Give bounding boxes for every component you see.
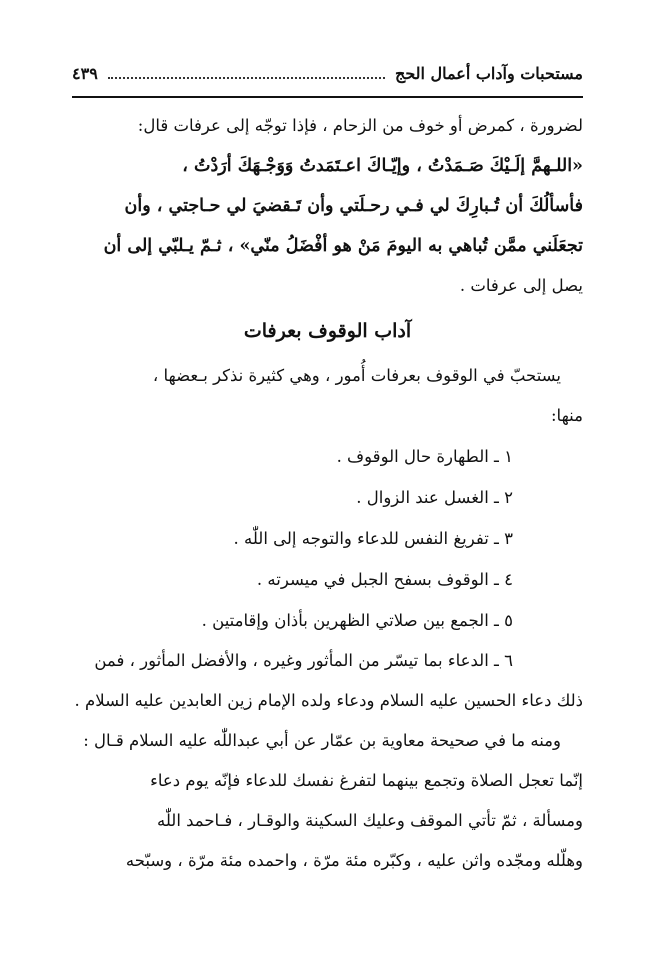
dua-line: تجعَلَني ممَّن تُباهي به اليومَ مَنْ هو أفْضَلُ منّي» ، ثـمّ يـلبّي إلى أن bbox=[103, 236, 583, 256]
header-rule bbox=[72, 96, 583, 98]
page-body bbox=[72, 106, 583, 881]
list-item: ١ ـ الطهارة حال الوقوف . bbox=[336, 447, 513, 466]
list-item: ٥ ـ الجمع بين صلاتي الظهرين بأذان وإقامتين . bbox=[201, 611, 513, 630]
list-item: ٣ ـ تفريغ النفس للدعاء والتوجه إلى اللّٰه . bbox=[233, 529, 513, 548]
dua-line: «اللـهمَّ إلَـيْكَ صَـمَدْتُ ، وإيّـاكَ اعـتَمَدتُ وَوَجْـهَكَ أرَدْتُ ، bbox=[182, 156, 583, 176]
header-leader-dots bbox=[108, 76, 385, 79]
list-item: ٢ ـ الغسل عند الزوال . bbox=[356, 488, 513, 507]
page-number: ٤٣٩ bbox=[72, 63, 98, 83]
intro-line: منها: bbox=[550, 406, 583, 425]
text-line: لضرورة ، كمرض أو خوف من الزحام ، فإذا توجّه إلى عرفات قال: bbox=[137, 116, 583, 135]
dua-line: فأسألُكَ أن تُـبارِكَ لي فـي رحـلَتي وأن تَـقضيَ لي حـاجتي ، وأن bbox=[124, 196, 583, 216]
text-line: ومسألة ، ثمّ تأتي الموقف وعليك السكينة والوقـار ، فـاحمد اللّٰه bbox=[156, 811, 583, 830]
text-line: يصل إلى عرفات . bbox=[459, 276, 583, 295]
text-line: وهلّله ومجّده واثن عليه ، وكبّره مئة مرّة ، واحمده مئة مرّة ، وسبّحه bbox=[125, 851, 583, 870]
text-line: ذلك دعاء الحسين عليه السلام ودعاء ولده الإمام زين العابدين عليه السلام . bbox=[74, 691, 583, 710]
list-item: ٤ ـ الوقوف بسفح الجبل في ميسرته . bbox=[256, 570, 513, 589]
running-header bbox=[72, 58, 583, 88]
intro-line: يستحبّ في الوقوف بعرفات أُمور ، وهي كثيرة نذكر بـعضها ، bbox=[152, 366, 561, 385]
section-heading: آداب الوقوف بعرفات bbox=[243, 320, 412, 342]
header-title: مستحبات وآداب أعمال الحج bbox=[395, 63, 583, 83]
text-line: إنّما تعجل الصلاة وتجمع بينهما لتفرغ نفسك للدعاء فإنّه يوم دعاء bbox=[150, 771, 583, 790]
text-line: ومنه ما في صحيحة معاوية بن عمّار عن أبي عبداللّٰه عليه السلام قـال : bbox=[83, 731, 561, 750]
list-item: ٦ ـ الدعاء بما تيسّر من المأثور وغيره ، والأفضل المأثور ، فمن bbox=[94, 651, 513, 670]
